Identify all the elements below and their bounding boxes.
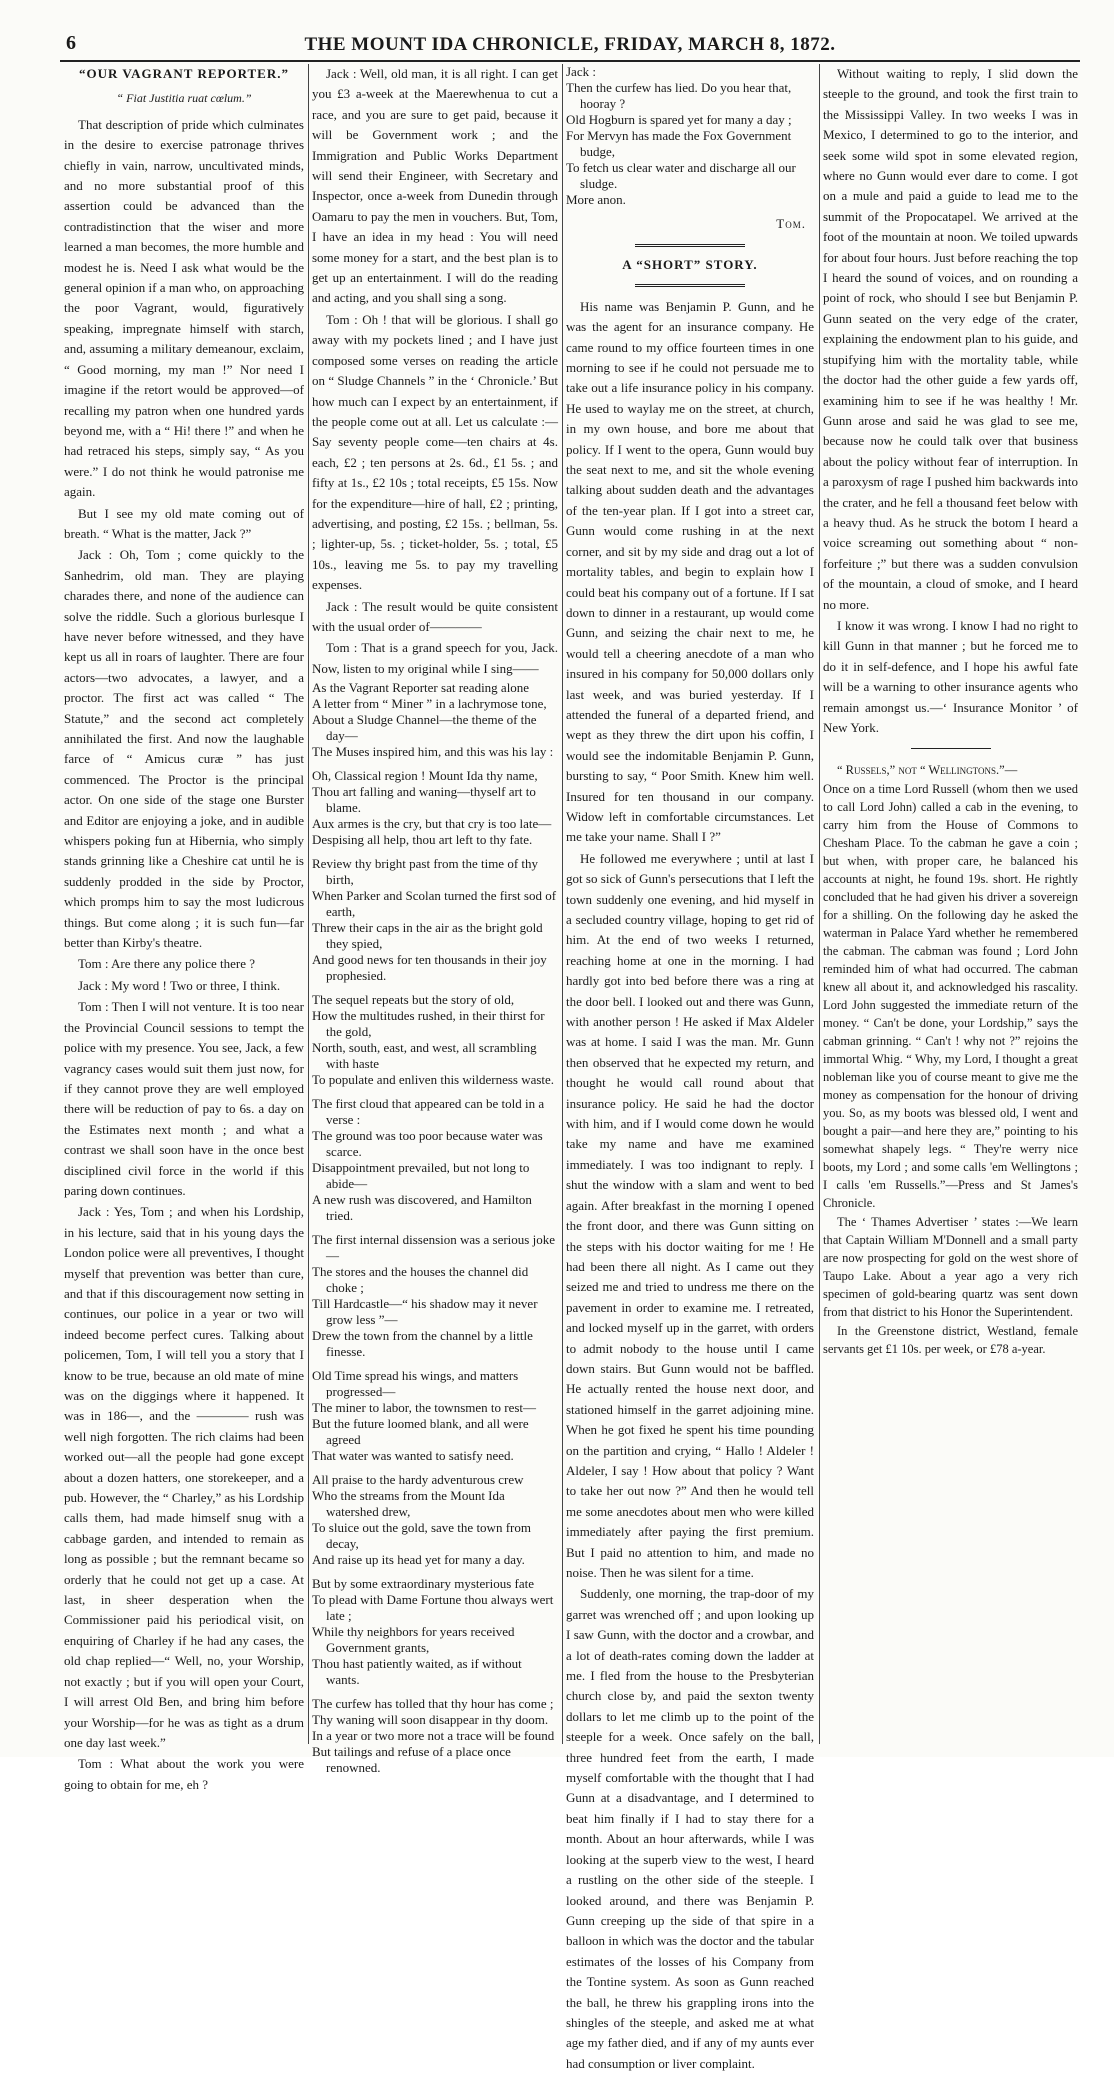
poem-stanza: [312, 1232, 558, 1360]
signature: Tom.: [776, 216, 806, 231]
paragraph: The ‘ Thames Advertiser ’ states :—We learn that Captain William M'Donnell and a small party are now prospecting for gold on the west shore of Taupo Lake. About a year ago a very rich specimen of gold-bearing quartz was sent down from that district to his Honor the Superintendent.: [823, 1215, 1078, 1320]
poem-stanza: [312, 856, 558, 984]
article-heading: “OUR VAGRANT REPORTER.”: [79, 66, 289, 81]
poem-stanza: [312, 680, 558, 760]
double-rule: [635, 244, 745, 247]
newspaper-title: THE MOUNT IDA CHRONICLE, FRIDAY, MARCH 8, 1872.: [304, 34, 836, 55]
poem-stanza: [312, 1368, 558, 1464]
verse-line: When Parker and Scolan turned the first sod of earth,: [312, 888, 557, 920]
verse-line: Till Hardcastle—“ his shadow may it never grow less ”—: [312, 1296, 538, 1328]
paragraph: Tom : Oh ! that will be glorious. I shall go away with my pockets lined ; and I have just composed some verses on reading the article on “ Sludge Channels ” in the ‘ Chronicle.’ But how much can I expect by an entertainment, if the people come out at all. Let us calculate :—Say seventy people come—ten chairs at 4s. each, £2 ; ten persons at 2s. 6d., £1 5s. ; and fifty at 1s., £2 10s ; total receipts, £5 15s. Now for the expenditure—hire of hall, £2 ; printing, advertising, and posting, £2 15s. ; bellman, 5s. ; lighter-up, 5s. ; ticket-holder, 5s. ; total, £5 10s., leaving me 5s. to pay my travelling expenses.: [312, 311, 558, 593]
verse-line: The ground was too poor because water was scarce.: [312, 1128, 543, 1160]
verse-line: While thy neighbors for years received Government grants,: [312, 1624, 515, 1656]
column-rule: [308, 64, 309, 1744]
double-rule: [635, 284, 745, 287]
verse-line: To fetch us clear water and discharge all our sludge.: [566, 160, 796, 191]
poem-stanza: [312, 768, 558, 848]
verse-line: About a Sludge Channel—the theme of the day—: [312, 712, 537, 744]
verse-line: Threw their caps in the air as the bright gold they spied,: [312, 920, 543, 952]
poem-stanza: [312, 992, 558, 1088]
verse-line: Despising all help, thou art left to thy fate.: [312, 832, 533, 848]
poem-stanza: [312, 1472, 558, 1568]
verse-line: Then the curfew has lied. Do you hear that, hooray ?: [566, 80, 792, 111]
verse-line: How the multitudes rushed, in their thirst for the gold,: [312, 1008, 545, 1040]
verse-line: The miner to labor, the townsmen to rest—: [312, 1400, 537, 1416]
article-lead: “ Russels,” not “ Wellingtons.”—: [837, 763, 1018, 778]
paragraph: Tom : What about the work you were going to obtain for me, eh ?: [64, 1756, 304, 1792]
verse-line: To plead with Dame Fortune thou always wert late ;: [312, 1592, 554, 1624]
page-number: 6: [66, 32, 76, 54]
column-3: [566, 64, 814, 2071]
verse-line: All praise to the hardy adventurous crew: [312, 1472, 524, 1488]
poem-stanza: [312, 1576, 558, 1688]
paragraph: Jack : The result would be quite consistent with the usual order of————: [312, 598, 558, 634]
verse-line: The first internal dissension was a serious joke—: [312, 1232, 555, 1264]
verse-line: In a year or two more not a trace will be found: [312, 1728, 555, 1744]
paragraph: Once on a time Lord Russell (whom then we used to call Lord John) called a cab in the evening, to carry him from the House of Commons to Chesham Place. To the cabman he gave a coin ; but when, with proper care, he balanced his accounts at night, he found 19s. short. He rightly concluded that he had given his driver a sovereign for a shilling. On the following day he asked the waterman in Palace Yard whether he remembered the cabman. The cabman was found ; Lord John reminded him of what had occurred. The cabman knew all about it, and acknowledged his rascality. Lord John suggested the immediate return of the money. “ Can't be done, your Lordship,” says the cabman grinning. “ Can't ! why not ?” rejoins the immortal Whig. “ Why, my Lord, I thought a great nobleman like you of course meant to give me the money as compensation for the honour of driving you. So, as my boots was blessed old, I went and bought a pair—and here they are,” pointing to his somewhat shapely legs. “ They're werry nice boots, my Lord ; and some calls 'em Wellingtons ; I calls 'em Russells.”—Press and St James's Chronicle.: [823, 782, 1078, 1211]
verse-line: And good news for ten thousands in their joy prophesied.: [312, 952, 547, 984]
paragraph: Suddenly, one morning, the trap-door of my garret was wrenched off ; and upon looking up I saw Gunn, with the doctor and a crowbar, and a lot of death-rates coming down the ladder at me. I fled from the house to the Presbyterian church close by, and paid the sexton twenty dollars to let me climb up to the point of the steeple for a week. Once safely on the ball, three hundred feet from the earth, I made myself comfortable with the thought that I had Gunn at a disadvantage, and I determined to beat him finally if I had to stay there for a month. About an hour afterwards, while I was looking at the superb view to the west, I heard a rustling on the other side of the steeple. I looked around, and there was Benjamin P. Gunn creeping up the side of that spire in a balloon in which was the doctor and the tabular estimates of the losses of his Company from the Tontine system. As soon as Gunn reached the ball, he threw his grappling irons into the shingles of the steeple, and asked me at what age my father died, and if any of my aunts ever had consumption or liver complaint.: [566, 1586, 814, 2071]
verse-line: The Muses inspired him, and this was his lay :: [312, 744, 554, 760]
verse-line: Old Hogburn is spared yet for many a day ;: [566, 112, 792, 127]
verse-line: The first cloud that appeared can be told in a verse :: [312, 1096, 545, 1128]
poem-stanza: [312, 1696, 558, 1776]
verse-line: A new rush was discovered, and Hamilton tried.: [312, 1192, 532, 1224]
paragraph: His name was Benjamin P. Gunn, and he was the agent for an insurance company. He came round to my office fourteen times in one morning to see if he could not persuade me to take out a life insurance policy in his company. He used to waylay me on the street, at church, in my own house, and bore me about that policy. If I went to the opera, Gunn would buy the seat next to me, and sit the whole evening talking about sudden death and the advantages of the ten-year plan. If I got into a street car, Gunn would come rushing in at the next corner, and sit by my side and drag out a lot of mortality tables, and begin to explain how I could beat his company out of a fortune. If I sat down to dinner in a restaurant, up would come Gunn, and seizing the chair next to me, he would tell a cheering anecdote of a man who insured in his company for 50,000 dollars only last week, and was buried yesterday. If I attended the funeral of a departed friend, and wept as they threw the dirt upon his coffin, I would see the indomitable Benjamin P. Gunn, bursting to say, “ Poor Smith. Knew him well. Insured for ten thousand in our company. Widow left in comfortable circumstances. Let me take your name. Shall I ?”: [566, 298, 814, 845]
verse-line: Oh, Classical region ! Mount Ida thy name,: [312, 768, 538, 784]
verse-line: For Mervyn has made the Fox Government budge,: [566, 128, 792, 159]
article-heading: A “SHORT” STORY.: [622, 257, 758, 273]
masthead: [60, 30, 1080, 62]
verse-line: North, south, east, and west, all scrambling with haste: [312, 1040, 537, 1072]
verse-line: Thy waning will soon disappear in thy doom.: [312, 1712, 549, 1728]
verse-line: Drew the town from the channel by a little finesse.: [312, 1328, 533, 1360]
article-motto: “ Fiat Justitia ruat cœlum.”: [116, 91, 252, 106]
verse-line: Aux armes is the cry, but that cry is too late—: [312, 816, 552, 832]
verse-line: The stores and the houses the channel did choke ;: [312, 1264, 529, 1296]
verse-line: Jack :: [566, 64, 596, 79]
separator-rule: [911, 748, 991, 749]
poem: [312, 680, 558, 1776]
paragraph: Jack : My word ! Two or three, I think.: [78, 977, 281, 993]
verse-line: Thou hast patiently waited, as if without wants.: [312, 1656, 522, 1688]
verse-line: And raise up its head yet for many a day.: [312, 1552, 525, 1568]
verse-line: That water was wanted to satisfy need.: [312, 1448, 514, 1464]
verse-line: More anon.: [566, 192, 626, 207]
column-4: [823, 64, 1078, 1744]
verse-line: Old Time spread his wings, and matters progressed—: [312, 1368, 519, 1400]
column-1: [64, 64, 304, 1792]
verse-line: A letter from “ Miner ” in a lachrymose tone,: [312, 696, 547, 712]
paragraph: He followed me everywhere ; until at last I got so sick of Gunn's persecutions that I left the town suddenly one evening, and hid myself in a secluded country village, hoping to get rid of him. At the end of two weeks I returned, reaching home at one in the morning. I had hardly got into bed before there was a ring at the door bell. I looked out and there was Gunn, with another person ! He asked if Max Aldeler was at home. I said I was the man. Mr. Gunn then observed that he expected my return, and thought he would call round about that insurance policy. He said he had the doctor with him, and if I would come down he would take my name and have me examined immediately. I was too indignant to reply. I shut the window with a slam and went to bed again. After breakfast in the morning I opened the front door, and there was Gunn sitting on the steps with his doctor waiting for me ! He had been there all night. As I came out they seized me and tried to undress me there on the pavement in order to examine me. I retreated, and locked myself up in the garret, with orders to admit nobody to the house until I came down stairs. But Gunn would not be baffled. He actually rented the house next door, and stationed himself in the garret adjoining mine. When he got fixed he spent his time pounding on the partition and crying, “ Hallo ! Aldeler ! Aldeler, I say ! How about that policy ? Want to take her out now ?” And then he would tell me some anecdotes about men who were killed immediately after paying the first premium. But I paid no attention to him, and made no noise. Then he was silent for a time.: [566, 850, 814, 1580]
paragraph: Jack : Yes, Tom ; and when his Lordship, in his lecture, said that in his young days the London police were all preventives, I thought myself that prevention was better than cure, and that if this discouragement now setting in continues, our police in a year or two will indeed become perfect cures. Talking about policemen, Tom, I will tell you a story that I know to be true, because an old mate of mine was on the diggings where it happened. It was in 186—, and the ———— rush was well nigh forgotten. The rich claims had been worked out—all the people had gone except about a dozen hatters, one storekeeper, and a pub. However, the “ Charley,” as his Lordship calls them, had made himself snug with a cabbage garden, and intended to remain as long as possible ; but the remnant became so orderly that he could not get up a case. At last, in sheer desperation when the Commissioner paid his periodical visit, on enquiring of Charley if he had any cases, the old chap replied—“ Well, no, your Worship, not exactly ; but if you will open your Court, I will arrest Old Ben, and bring him before your Worship—for he was as tight as a drum one day last week.”: [64, 1204, 304, 1750]
verse-line: But by some extraordinary mysterious fate: [312, 1576, 535, 1592]
paragraph: Tom : That is a grand speech for you, Jack. Now, listen to my original while I sing——: [312, 640, 558, 676]
paragraph: Jack : Well, old man, it is all right. I can get you £3 a-week at the Maerewhenua to cut a race, and you are sure to get paid, because it will be Government work ; and the Immigration and Public Works Department will send their Engineer, with Secretary and Inspector, once a-week from Dunedin through Oamaru to pay the men in vouchers. But, Tom, I have an idea in my head : You will need some money for a start, and the best plan is to get up an entertainment. I will do the reading and acting, and you shall sing a song.: [312, 66, 558, 306]
verse-line: To populate and enliven this wilderness waste.: [312, 1072, 555, 1088]
verse-line: Thou art falling and waning—thyself art to blame.: [312, 784, 536, 816]
column-2: [312, 64, 558, 1776]
poem-stanza: [312, 1096, 558, 1224]
paragraph: Tom : Are there any police there ?: [78, 956, 256, 972]
verse-line: To sluice out the gold, save the town from decay,: [312, 1520, 531, 1552]
paragraph: But I see my old mate coming out of breath. “ What is the matter, Jack ?”: [64, 505, 304, 541]
verse-line: The curfew has tolled that thy hour has come ;: [312, 1696, 554, 1712]
column-rule: [819, 64, 820, 1744]
verse-line: Who the streams from the Mount Ida watershed drew,: [312, 1488, 505, 1520]
verse-line: Review thy bright past from the time of thy birth,: [312, 856, 539, 888]
verse-line: But tailings and refuse of a place once renowned.: [312, 1744, 511, 1776]
paragraph: Jack : Oh, Tom ; come quickly to the Sanhedrim, old man. They are playing charades there, and none of the audience can solve the riddle. Such a glorious burlesque I have never before witnessed, and they have kept us all in roars of laughter. There are four actors—two advocates, a lawyer, and a proctor. The first act was called “ The Statute,” and the second act completely annihilated the first. And now the laughable farce of “ Amicus curæ ” has just commenced. The Proctor is the principal actor. On one side of the stage one Burster and Editor are enjoying a joke, and in audible whispers poking fun at Hibernia, who simply stands grinning like a Cheshire cat until he is suddenly prodded in the side by Proctor, which promps him to say the most ludicrous things. But come along ; it is such fun—far better than Kirby's theatre.: [64, 547, 304, 951]
paragraph: That description of pride which culminates in the desire to exercise patronage thrives chiefly in vain, narrow, uncultivated minds, and no more substantial proof of this assertion could be advanced than the contradistinction that the wiser and more learned a man becomes, the more humble and modest he is. Need I ask what would be the general opinion if a man who, on approaching the poor Vagrant, would, figuratively speaking, impregnate himself with starch, and, assuming a military demeanour, exclaim, “ Good morning, my man !” Nor need I imagine if the retort would be approved—of recalling my patron when one hundred yards beyond me, with a “ Hi! there !” and when he had retraced his steps, simply say, “ As you were.” I do not think he would patronise me again.: [64, 116, 304, 500]
verse-line: But the future loomed blank, and all were agreed: [312, 1416, 529, 1448]
paragraph: Without waiting to reply, I slid down the steeple to the ground, and took the first train to the Mississippi Valley. In two weeks I was in Mexico, I determined to go to the interior, and seek some wild spot in some elevated region, where no Gunn would ever dare to come. I got on a mule and paid a guide to lead me to the summit of the Propocatapel. We arrived at the foot of the mountain at noon. We toiled upwards for about four hours. Just before reaching the top I heard the sound of voices, and on rounding a point of rock, who should I see but Benjamin P. Gunn seated on the very edge of the crater, explaining the endowment plan to his guide, and stupifying him with the mortality table, while the doctor had the other guide a few yards off, examining him to see if he was healthy ! Mr. Gunn arose and said he was glad to see me, because now he could talk over that business about the policy without fear of interruption. In a paroxysm of rage I pushed him backwards into the crater, and he fell a thousand feet below with a heavy thud. As he struck the botom I heard a voice screaming out something about “ non-forfeiture ;” but there was a sudden convulsion of the mountain, a cloud of smoke, and I heard no more.: [823, 66, 1078, 612]
paragraph: I know it was wrong. I know I had no right to kill Gunn in that manner ; but he forced me to do it in self-defence, and I hope his awful fate will be a warning to other insurance agents who remain amongst us.—‘ Insurance Monitor ’ of New York.: [823, 617, 1078, 735]
paragraph: Tom : Then I will not venture. It is too near the Provincial Council sessions to tempt the police with my presence. You see, Jack, a few vagrancy cases would suit them just now, for if they cannot prove they are well employed there will be reduction of pay to 6s. a day on the Estimates next month ; and what a contrast we shall soon have in the once best disciplined civil force in the world if this paring down continues.: [64, 999, 304, 1198]
verse-line: As the Vagrant Reporter sat reading alone: [312, 680, 530, 696]
verse-line: The sequel repeats but the story of old,: [312, 992, 515, 1008]
poem-closing: [566, 64, 814, 208]
paragraph: In the Greenstone district, Westland, female servants get £1 10s. per week, or £78 a-year.: [823, 1324, 1078, 1357]
column-rule: [562, 64, 563, 1744]
verse-line: Disappointment prevailed, but not long to abide—: [312, 1160, 530, 1192]
